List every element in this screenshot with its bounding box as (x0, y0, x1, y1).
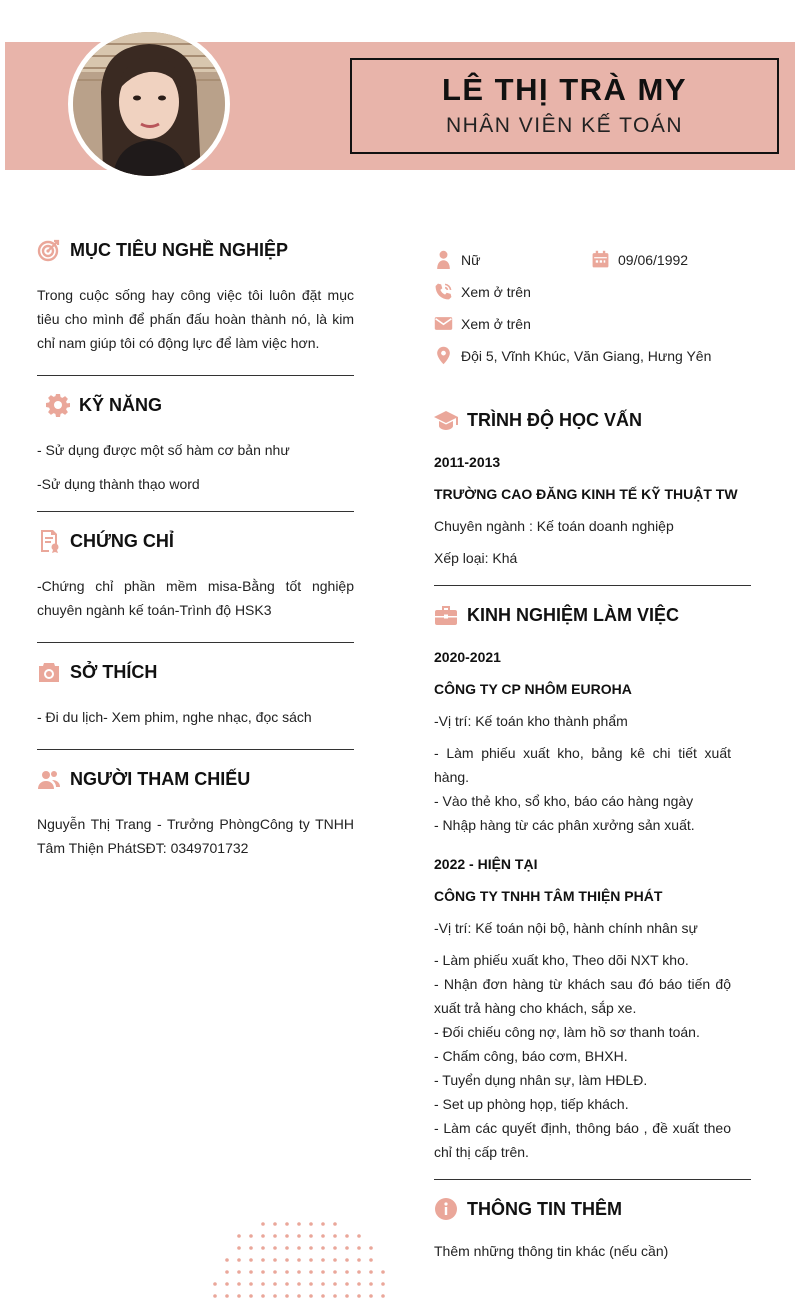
decor-dot (297, 1234, 301, 1238)
gender-row (434, 250, 480, 269)
education-grade: Xếp loại: Khá (434, 550, 518, 566)
decor-dot (225, 1294, 229, 1298)
decor-dot (369, 1258, 373, 1262)
certificates-title: CHỨNG CHỈ (70, 530, 174, 551)
decor-dot (297, 1258, 301, 1262)
decor-dot (237, 1282, 241, 1286)
extra-text: Thêm những thông tin khác (nếu cần) (434, 1243, 669, 1259)
address-row (434, 346, 711, 365)
location-pin-icon (434, 346, 453, 365)
decor-dot (321, 1294, 325, 1298)
education-title: TRÌNH ĐỘ HỌC VẤN (467, 409, 642, 430)
decor-dot (273, 1258, 277, 1262)
decor-dot (333, 1234, 337, 1238)
objective-heading (37, 238, 288, 262)
decor-dot (285, 1246, 289, 1250)
decor-dot (345, 1282, 349, 1286)
decor-dot (237, 1270, 241, 1274)
decor-dot (345, 1258, 349, 1262)
divider (37, 642, 354, 643)
decor-dot (333, 1282, 337, 1286)
camera-icon (37, 660, 61, 684)
certificates-heading (37, 529, 174, 553)
avatar (68, 27, 230, 181)
decor-dot (321, 1222, 325, 1226)
decor-dot (249, 1294, 253, 1298)
gear-icon (46, 393, 70, 417)
divider (37, 749, 354, 750)
decor-dot (285, 1222, 289, 1226)
gender-value: Nữ (461, 251, 481, 268)
decor-dot (297, 1270, 301, 1274)
experience-title: KINH NGHIỆM LÀM VIỆC (467, 604, 680, 625)
target-icon (37, 238, 61, 262)
info-icon (434, 1197, 458, 1221)
certificates-text: -Chứng chỉ phần mềm misa-Bằng tốt nghiệp chuyên ngành kế toán-Trình độ HSK3 (37, 578, 354, 618)
decor-dot (285, 1258, 289, 1262)
decor-dot (321, 1234, 325, 1238)
job-company: CÔNG TY TNHH TÂM THIỆN PHÁT (434, 888, 663, 904)
education-major: Chuyên ngành : Kế toán doanh nghiệp (434, 518, 674, 534)
decor-dot (249, 1258, 253, 1262)
phone-icon (434, 282, 453, 301)
phone-value: Xem ở trên (461, 283, 531, 300)
decor-dot (285, 1294, 289, 1298)
decor-dot (297, 1282, 301, 1286)
decor-dot (333, 1294, 337, 1298)
decor-dot (369, 1270, 373, 1274)
briefcase-icon (434, 603, 458, 627)
decor-dot (225, 1258, 229, 1262)
decor-dot (249, 1234, 253, 1238)
decor-dot (321, 1282, 325, 1286)
job-task: - Set up phòng họp, tiếp khách. (434, 1096, 629, 1112)
decor-dot (237, 1246, 241, 1250)
decor-dot (357, 1258, 361, 1262)
decor-dot (333, 1270, 337, 1274)
skills-title: KỸ NĂNG (79, 394, 163, 415)
decor-dot (357, 1282, 361, 1286)
name-box (350, 58, 779, 154)
decor-dot (225, 1270, 229, 1274)
decor-dot (321, 1258, 325, 1262)
decor-dot (273, 1294, 277, 1298)
decor-dot (261, 1258, 265, 1262)
decor-dot (381, 1294, 385, 1298)
job-task: - Làm các quyết định, thông báo , đề xuất theo chỉ thị cấp trên. (434, 1120, 731, 1160)
birthday-value: 09/06/1992 (618, 251, 689, 268)
calendar-icon (591, 250, 610, 269)
decor-dot (321, 1246, 325, 1250)
decor-dot (369, 1294, 373, 1298)
decor-dot (261, 1234, 265, 1238)
email-row (434, 314, 531, 333)
job-task: - Làm phiếu xuất kho, bảng kê chi tiết xuất hàng. (434, 745, 731, 785)
decor-dot (345, 1234, 349, 1238)
decor-dot (345, 1246, 349, 1250)
decor-dot (249, 1282, 253, 1286)
decor-dot (237, 1294, 241, 1298)
decor-dot (237, 1258, 241, 1262)
references-title: NGƯỜI THAM CHIẾU (70, 768, 251, 789)
decor-dot (345, 1294, 349, 1298)
extra-title: THÔNG TIN THÊM (467, 1198, 622, 1219)
decor-dot (357, 1294, 361, 1298)
decor-dot (225, 1282, 229, 1286)
decor-dot (357, 1246, 361, 1250)
decor-dot (321, 1270, 325, 1274)
phone-row (434, 282, 531, 301)
birthday-row (591, 250, 688, 269)
decor-dot (261, 1222, 265, 1226)
divider (37, 375, 354, 376)
job-task: - Đối chiếu công nợ, làm hồ sơ thanh toán. (434, 1024, 700, 1040)
decor-dot (309, 1258, 313, 1262)
decor-dot (237, 1234, 241, 1238)
decor-dot (249, 1246, 253, 1250)
decor-dot (285, 1234, 289, 1238)
decor-dot (333, 1258, 337, 1262)
hobbies-text: - Đi du lịch- Xem phim, nghe nhạc, đọc sách (37, 709, 312, 725)
decor-dot (333, 1246, 337, 1250)
skills-heading (46, 393, 162, 417)
decor-dot (213, 1294, 217, 1298)
job-title: NHÂN VIÊN KẾ TOÁN (445, 114, 684, 137)
decor-dot (333, 1222, 337, 1226)
references-heading (37, 767, 250, 791)
job-task: - Chấm công, báo cơm, BHXH. (434, 1048, 628, 1064)
decor-dot (345, 1270, 349, 1274)
job-role: -Vị trí: Kế toán kho thành phẩm (434, 713, 628, 729)
education-period: 2011-2013 (434, 454, 501, 470)
references-text: Nguyễn Thị Trang - Trưởng PhòngCông ty TNHH Tâm Thiện PhátSĐT: 0349701732 (37, 816, 354, 856)
decor-dot (273, 1234, 277, 1238)
decor-dot (381, 1282, 385, 1286)
decor-dot (285, 1282, 289, 1286)
objective-text: Trong cuộc sống hay công việc tôi luôn đặt mục tiêu cho mình để phấn đấu hoàn thành nó, là kim chỉ nam giúp tôi có động lực để làm việc hơn. (37, 287, 354, 351)
decor-dot (249, 1270, 253, 1274)
person-icon (434, 250, 453, 269)
decor-dot (309, 1270, 313, 1274)
job-period: 2022 - HIỆN TẠI (434, 856, 538, 872)
graduation-cap-icon (434, 408, 458, 432)
job-role: -Vị trí: Kế toán nội bộ, hành chính nhân sự (434, 920, 698, 936)
hobbies-title: SỞ THÍCH (70, 661, 158, 682)
divider (434, 585, 751, 586)
portrait-photo (73, 32, 225, 176)
decor-dot (309, 1234, 313, 1238)
skill-item: -Sử dụng thành thạo word (37, 476, 200, 492)
education-school: TRƯỜNG CAO ĐĂNG KINH TẾ KỸ THUẬT TW (434, 486, 738, 502)
decor-dot (369, 1282, 373, 1286)
dot-pattern (205, 1218, 395, 1302)
decor-dot (309, 1246, 313, 1250)
decor-dot (261, 1282, 265, 1286)
decor-dot (309, 1222, 313, 1226)
hobbies-heading (37, 660, 157, 684)
decor-dot (273, 1222, 277, 1226)
decor-dot (357, 1234, 361, 1238)
email-value: Xem ở trên (461, 315, 531, 332)
decor-dot (213, 1282, 217, 1286)
decor-dot (273, 1270, 277, 1274)
job-task: - Tuyển dụng nhân sự, làm HĐLĐ. (434, 1072, 648, 1088)
objective-title: MỤC TIÊU NGHỀ NGHIỆP (70, 239, 289, 260)
decor-dot (261, 1270, 265, 1274)
job-period: 2020-2021 (434, 649, 501, 665)
decor-dot (309, 1294, 313, 1298)
decor-dot (297, 1294, 301, 1298)
skill-item: - Sử dụng được một số hàm cơ bản như (37, 442, 290, 458)
decor-dot (285, 1270, 289, 1274)
experience-heading (434, 603, 679, 627)
job-task: - Vào thẻ kho, sổ kho, báo cáo hàng ngày (434, 793, 694, 809)
people-icon (37, 767, 61, 791)
decor-dot (381, 1270, 385, 1274)
address-value: Đội 5, Vĩnh Khúc, Văn Giang, Hưng Yên (461, 347, 712, 364)
decor-dot (297, 1222, 301, 1226)
divider (434, 1179, 751, 1180)
mail-icon (434, 314, 453, 333)
divider (37, 511, 354, 512)
decor-dot (357, 1270, 361, 1274)
decor-dot (309, 1282, 313, 1286)
decor-dot (261, 1294, 265, 1298)
certificate-icon (37, 529, 61, 553)
job-task: - Làm phiếu xuất kho, Theo dõi NXT kho. (434, 952, 689, 968)
job-task: - Nhận đơn hàng từ khách sau đó báo tiến độ xuất trả hàng cho khách, sắp xe. (434, 976, 731, 1016)
decor-dot (273, 1282, 277, 1286)
decor-dot (297, 1246, 301, 1250)
extra-heading (434, 1197, 622, 1221)
job-company: CÔNG TY CP NHÔM EUROHA (434, 681, 632, 697)
decor-dot (261, 1246, 265, 1250)
decor-dot (369, 1246, 373, 1250)
person-name: LÊ THỊ TRÀ MY (441, 72, 688, 107)
job-task: - Nhập hàng từ các phân xưởng sản xuất. (434, 817, 695, 833)
decor-dot (273, 1246, 277, 1250)
education-heading (434, 408, 642, 432)
